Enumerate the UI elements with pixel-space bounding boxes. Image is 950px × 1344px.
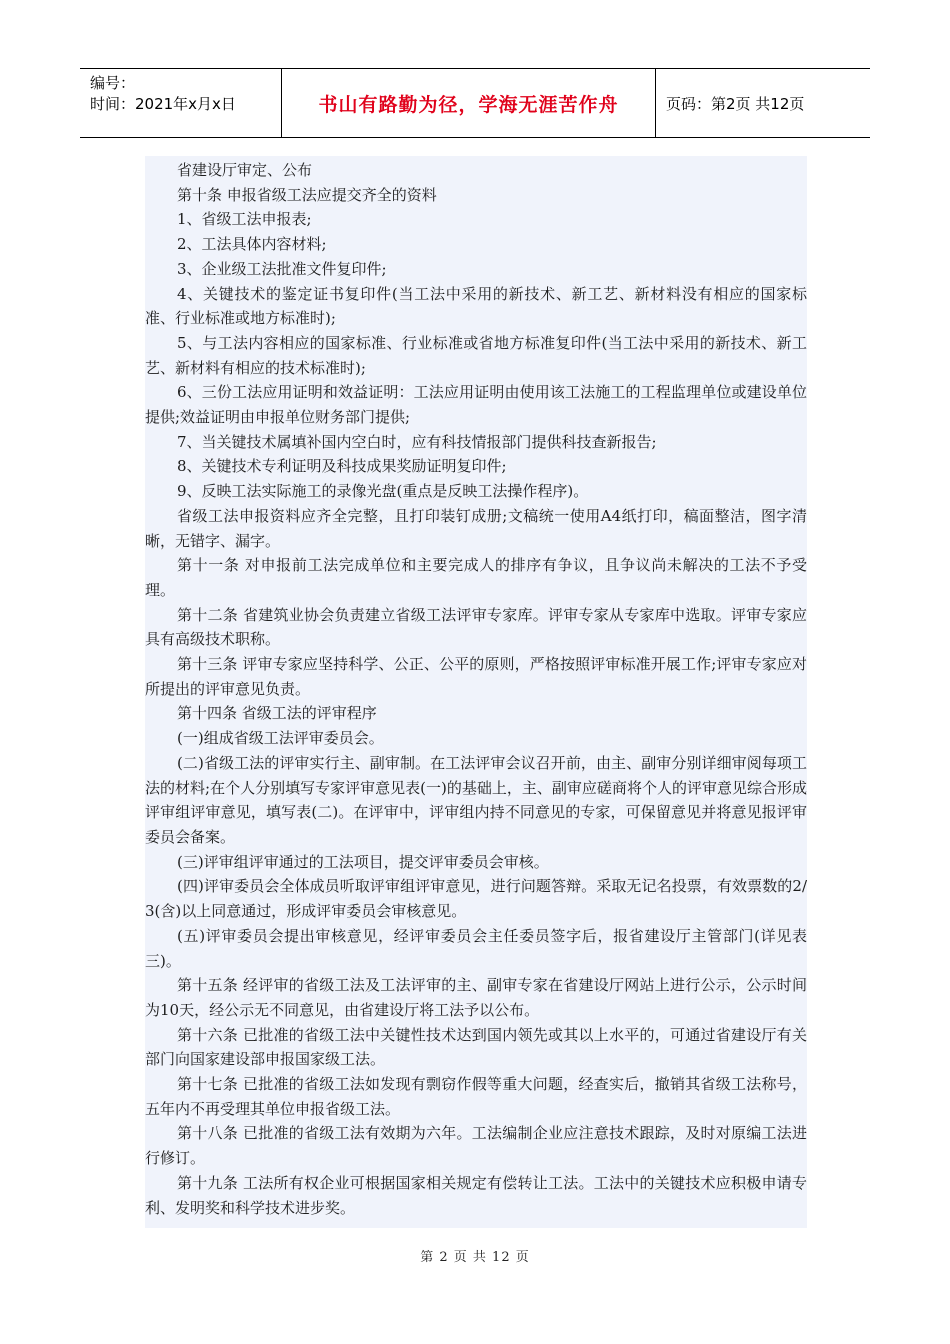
paragraph: 第十六条 已批准的省级工法中关键性技术达到国内领先或其以上水平的，可通过省建设厅有关部门向国家建设部申报国家级工法。 [145,1025,807,1069]
paragraph: 第十五条 经评审的省级工法及工法评审的主、副审专家在省建设厅网站上进行公示，公示时间为10天，经公示无不同意见，由省建设厅将工法予以公布。 [145,976,807,1019]
paragraph: 第十三条 评审专家应坚持科学、公正、公平的原则，严格按照评审标准开展工作;评审专家应对所提出的评审意见负责。 [145,655,807,698]
paragraph: (二)省级工法的评审实行主、副审制。在工法评审会议召开前，由主、副审分别详细审阅每项工法的材料;在个人分别填写专家评审意见表(一)的基础上，主、副审应磋商将个人的评审意见综合形成评审组评审意见，填写表(二)。在评审中，评审组内持不同意见的专家，可保留意见并将意见报评审委员会备案。 [145,753,807,846]
document-header [80,68,870,138]
paragraph: 省级工法申报资料应齐全完整，且打印装钉成册;文稿统一使用A4纸打印，稿面整洁，图字清晰，无错字、漏字。 [145,506,807,550]
paragraph: 第十二条 省建筑业协会负责建立省级工法评审专家库。评审专家从专家库中选取。评审专家应具有高级技术职称。 [145,605,807,649]
paragraph: 第十九条 工法所有权企业可根据国家相关规定有偿转让工法。工法中的关键技术应积极申请专利、发明奖和科学技术进步奖。 [145,1173,807,1217]
paragraph: 2、工法具体内容材料; [177,235,327,254]
paragraph: 8、关键技术专利证明及科技成果奖励证明复印件; [177,457,507,476]
header-motto: 书山有路勤为径，学海无涯苦作舟 [282,69,656,137]
header-meta [80,69,282,137]
paragraph: 3、企业级工法批准文件复印件; [177,259,387,278]
paragraph: (五)评审委员会提出审核意见，经评审委员会主任委员签字后，报省建设厅主管部门(详见表三)。 [145,926,807,970]
paragraph: (四)评审委员会全体成员听取评审组评审意见，进行问题答辩。采取无记名投票，有效票数的2/3(含)以上同意通过，形成评审委员会审核意见。 [145,877,807,921]
paragraph: 1、省级工法申报表; [177,210,312,229]
header-page-info: 页码：第2页 共12页 [666,94,805,113]
paragraph: 省建设厅审定、公布 [177,161,313,179]
paragraph: 第十七条 已批准的省级工法如发现有剽窃作假等重大问题，经查实后，撤销其省级工法称号，五年内不再受理其单位申报省级工法。 [145,1075,807,1118]
paragraph: 5、与工法内容相应的国家标准、行业标准或省地方标准复印件(当工法中采用的新技术、新工艺、新材料有相应的技术标准时); [145,333,807,377]
page-footer: 第 2 页 共 12 页 [420,1250,530,1265]
paragraph: 7、当关键技术属填补国内空白时，应有科技情报部门提供科技查新报告; [177,432,657,451]
document-number-label: 编号： [90,74,136,92]
document-date: 时间：2021年x月x日 [90,95,236,113]
paragraph: (一)组成省级工法评审委员会。 [177,729,384,748]
paragraph: 4、关键技术的鉴定证书复印件(当工法中采用的新技术、新工艺、新材料没有相应的国家标准、行业标准或地方标准时); [145,284,807,328]
paragraph: 第十八条 已批准的省级工法有效期为六年。工法编制企业应注意技术跟踪，及时对原编工法进行修订。 [145,1124,807,1168]
paragraph: 9、反映工法实际施工的录像光盘(重点是反映工法操作程序)。 [177,482,589,501]
paragraph: (三)评审组评审通过的工法项目，提交评审委员会审核。 [177,852,549,871]
document-body [145,156,807,1228]
paragraph: 6、三份工法应用证明和效益证明：工法应用证明由使用该工法施工的工程监理单位或建设单位提供;效益证明由申报单位财务部门提供; [145,383,807,427]
paragraph: 第十一条 对申报前工法完成单位和主要完成人的排序有争议，且争议尚未解决的工法不予受理。 [145,556,807,599]
paragraph: 第十条 申报省级工法应提交齐全的资料 [177,185,437,204]
paragraph: 第十四条 省级工法的评审程序 [177,704,377,723]
